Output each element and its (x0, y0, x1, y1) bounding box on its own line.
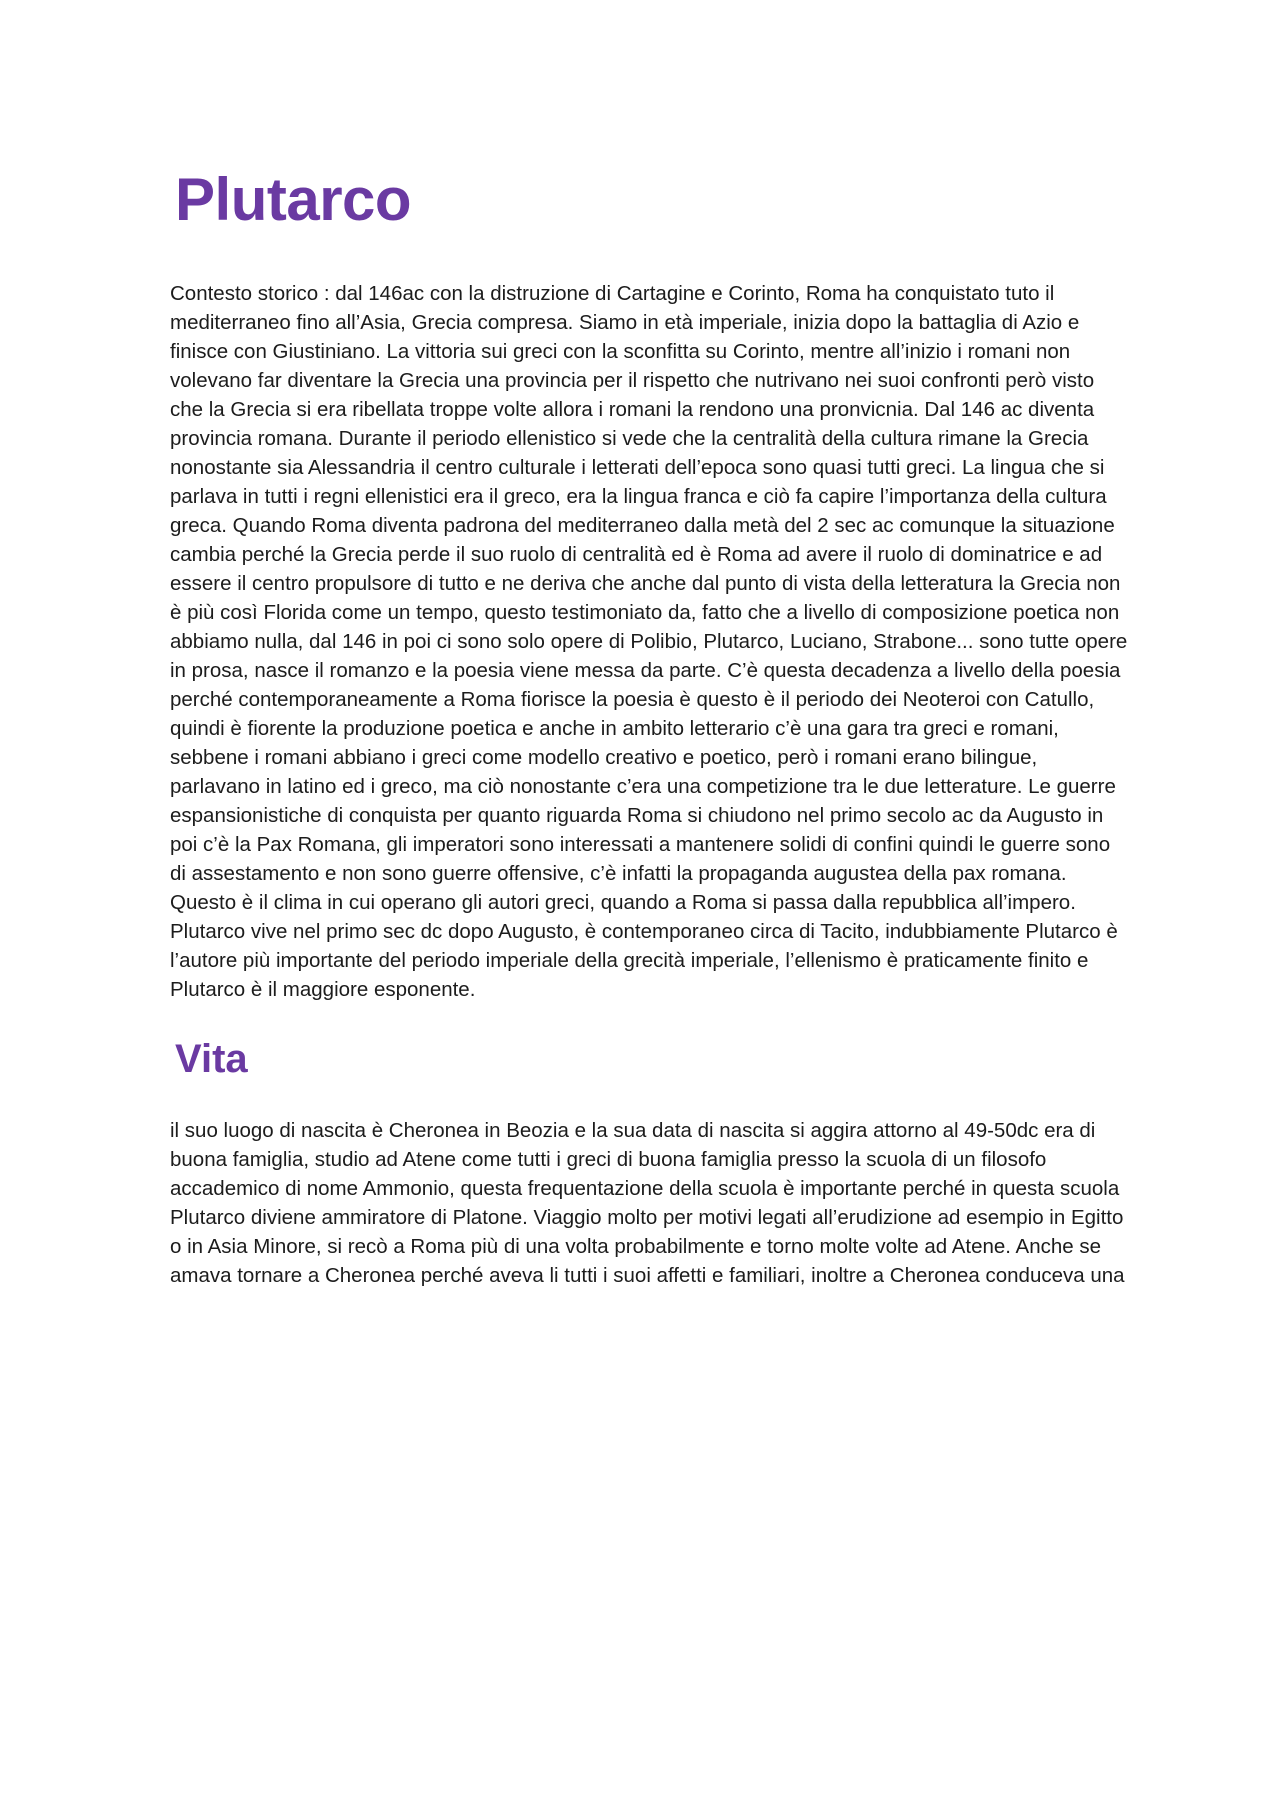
section-heading-vita: Vita (175, 1037, 248, 1081)
page-title: Plutarco (175, 166, 412, 233)
document-content (170, 160, 1130, 1290)
intro-paragraph: Contesto storico : dal 146ac con la distruzione di Cartagine e Corinto, Roma ha conquistato tuto il mediterraneo fino all’Asia, Grecia compresa. Siamo in età imperiale, inizia dopo la battaglia di Azio e finisce con Giustiniano. La vittoria sui greci con la sconfitta su Corinto, mentre all’inizio i romani non volevano far diventare la Grecia una provincia per il rispetto che nutrivano nei suoi confronti però visto che la Grecia si era ribellata troppe volte allora i romani la rendono una pronvicnia. Dal 146 ac diventa provincia romana. Durante il periodo ellenistico si vede che la centralità della cultura rimane la Grecia nonostante sia Alessandria il centro culturale i letterati dell’epoca sono quasi tutti greci. La lingua che si parlava in tutti i regni ellenistici era il greco, era la lingua franca e ciò fa capire l’importanza della cultura greca. Quando Roma diventa padrona del mediterraneo dalla metà del 2 sec ac comunque la situazione cambia perché la Grecia perde il suo ruolo di centralità ed è Roma ad avere il ruolo di dominatrice e ad essere il centro propulsore di tutto e ne deriva che anche dal punto di vista della letteratura la Grecia non è più così Florida come un tempo, questo testimoniato da, fatto che a livello di composizione poetica non abbiamo nulla, dal 146 in poi ci sono solo opere di Polibio, Plutarco, Luciano, Strabone... sono tutte opere in prosa, nasce il romanzo e la poesia viene messa da parte. C’è questa decadenza a livello della poesia perché contemporaneamente a Roma fiorisce la poesia è questo è il periodo dei Neoteroi con Catullo, quindi è fiorente la produzione poetica e anche in ambito letterario c’è una gara tra greci e romani, sebbene i romani abbiano i greci come modello creativo e poetico, però i romani erano bilingue, parlavano in latino ed i greco, ma ciò nonostante c’era una competizione tra le due letterature. Le guerre espansionistiche di conquista per quanto riguarda Roma si chiudono nel primo secolo ac da Augusto in poi c’è la Pax Romana, gli imperatori sono interessati a mantenere solidi di confini quindi le guerre sono di assestamento e non sono guerre offensive, c’è infatti la propaganda augustea della pax romana. Questo è il clima in cui operano gli autori greci, quando a Roma si passa dalla repubblica all’impero. Plutarco vive nel primo sec dc dopo Augusto, è contemporaneo circa di Tacito, indubbiamente Plutarco è l’autore più importante del periodo imperiale della grecità imperiale, l’ellenismo è praticamente finito e Plutarco è il maggiore esponente. (170, 282, 1128, 1001)
vita-paragraph: il suo luogo di nascita è Cheronea in Beozia e la sua data di nascita si aggira attorno al 49-50dc era di buona famiglia, studio ad Atene come tutti i greci di buona famiglia presso la scuola di un filosofo accademico di nome Ammonio, questa frequentazione della scuola è importante perché in questa scuola Plutarco diviene ammiratore di Platone. Viaggio molto per motivi legati all’erudizione ad esempio in Egitto o in Asia Minore, si recò a Roma più di una volta probabilmente e torno molte volte ad Atene. Anche se amava tornare a Cheronea perché aveva li tutti i suoi affetti e familiari, inoltre a Cheronea conduceva una (170, 1119, 1125, 1287)
